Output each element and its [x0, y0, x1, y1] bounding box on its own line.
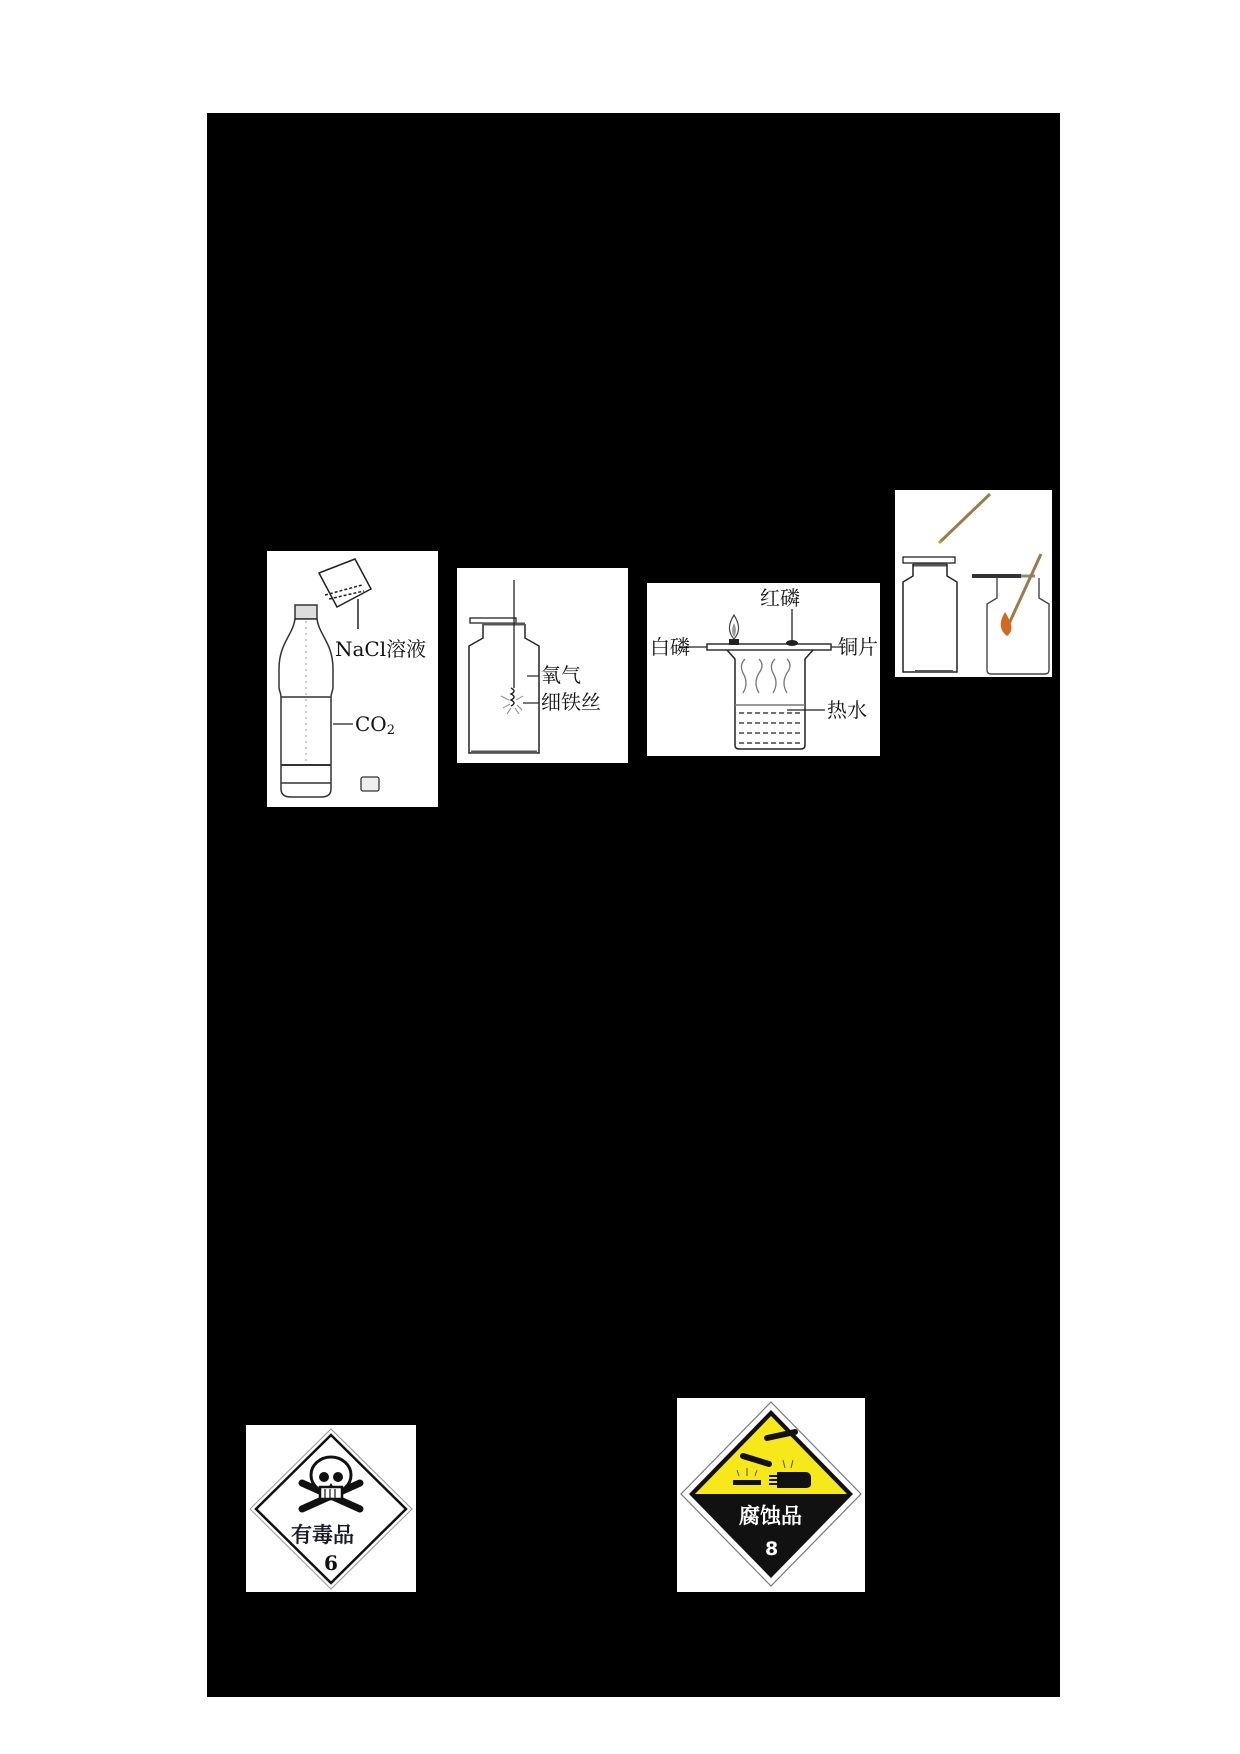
figure-phosphorus-combustion	[647, 583, 880, 756]
figure-gas-jars-splint	[895, 490, 1052, 677]
hazard-sign-corrosive	[677, 1398, 865, 1592]
bottle-diagram-icon	[267, 551, 438, 807]
figure-iron-wire-oxygen	[457, 568, 628, 763]
corrosive-class-number: 8	[765, 1538, 779, 1560]
label-fine-iron-wire: 细铁丝	[541, 690, 601, 714]
label-co2: $CO_2$	[355, 712, 395, 738]
label-copper-sheet: 铜片	[838, 635, 878, 659]
label-hot-water: 热水	[827, 698, 867, 722]
toxic-label: 有毒品	[291, 1523, 354, 1547]
label-red-phosphorus: 红磷	[760, 586, 800, 610]
label-oxygen: 氧气	[541, 663, 581, 687]
figure-bottle-co2	[267, 551, 438, 807]
corrosive-label: 腐蚀品	[739, 1504, 802, 1528]
corrosive-diamond-icon	[677, 1398, 865, 1592]
label-white-phosphorus: 白磷	[650, 635, 690, 659]
label-nacl-solution: NaCl溶液	[335, 637, 427, 661]
gas-jars-splint-icon	[895, 490, 1052, 677]
toxic-class-number: 6	[324, 1551, 338, 1575]
hazard-sign-toxic	[246, 1425, 416, 1592]
